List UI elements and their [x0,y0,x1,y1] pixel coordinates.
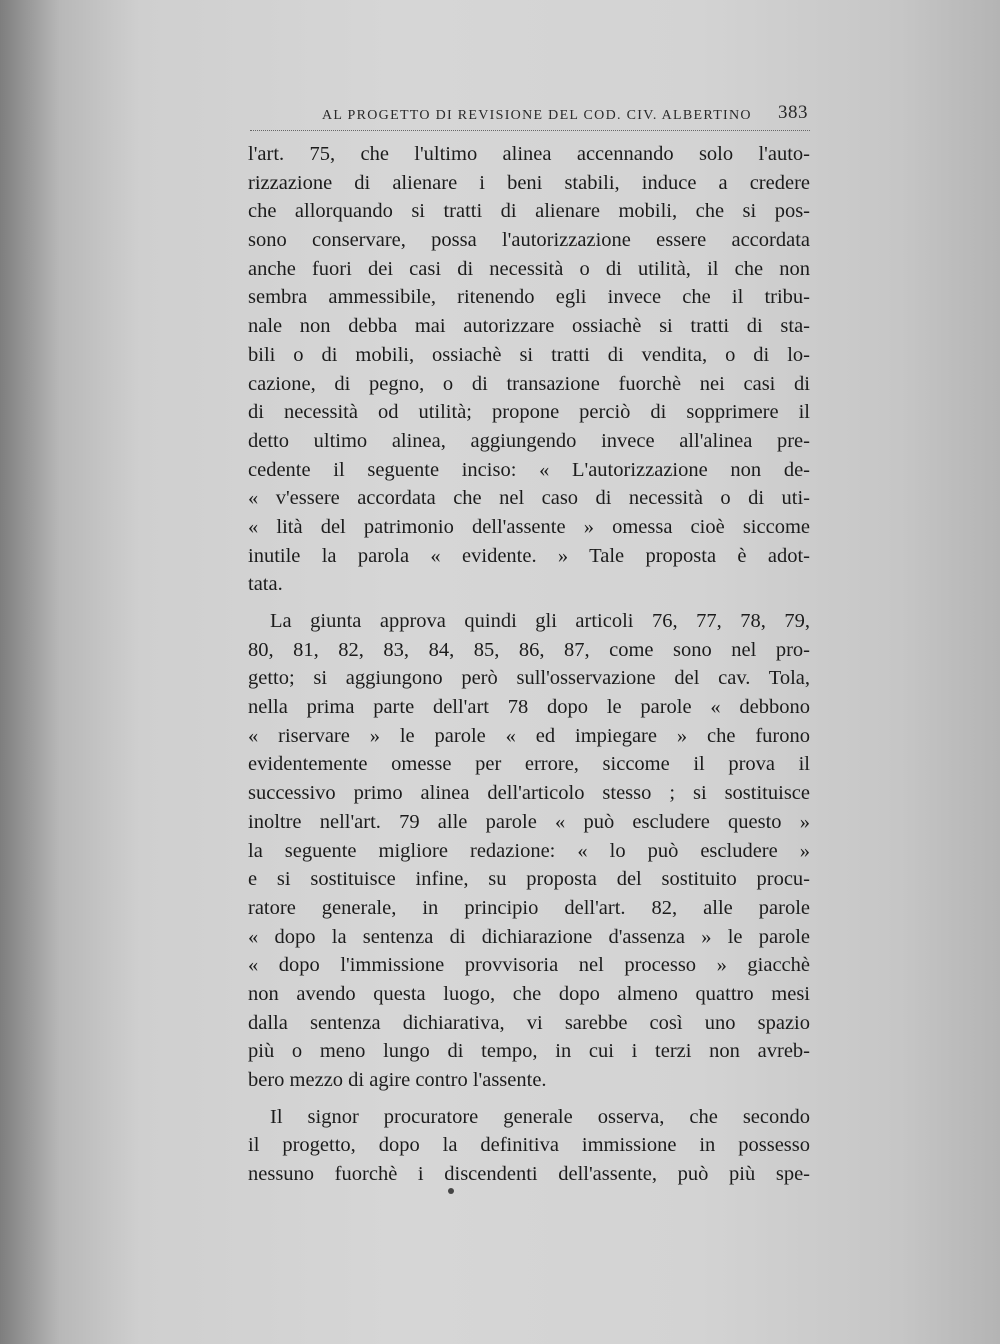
page-dot-mark [448,1188,454,1194]
text-line: la seguente migliore redazione: « lo può escludere » [248,839,810,862]
text-line: « dopo l'immissione provvisoria nel processo » giacchè [248,954,810,977]
text-line: bero mezzo di agire contro l'assente. [248,1069,547,1091]
text-line: il progetto, dopo la definitiva immissione in possesso [248,1134,810,1157]
paragraph-3 [248,1103,810,1189]
text-line: sono conservare, possa l'autorizzazione essere accordata [248,229,810,252]
text-line: evidentemente omesse per errore, siccome il prova il [248,753,810,776]
text-line: « dopo la sentenza di dichiarazione d'assenza » le parole [248,925,810,948]
text-line: nale non debba mai autorizzare ossiachè si tratti di sta- [248,315,810,338]
page-number: 383 [778,102,808,123]
text-line: che allorquando si tratti di alienare mobili, che si pos- [248,200,810,223]
paragraph-1 [248,140,810,599]
page-header [322,104,808,130]
text-line: ratore generale, in principio dell'art. 82, alle parole [248,896,810,919]
text-line: inutile la parola « evidente. » Tale proposta è adot- [248,544,810,567]
text-line: Il signor procuratore generale osserva, che secondo [270,1105,810,1128]
text-line: l'art. 75, che l'ultimo alinea accennando solo l'auto- [248,143,810,165]
text-line: più o meno lungo di tempo, in cui i terzi non avreb- [248,1040,810,1063]
paragraph-2 [248,607,810,1095]
text-line: di necessità od utilità; propone perciò di sopprimere il [248,401,810,424]
text-line: getto; si aggiungono però sull'osservazione del cav. Tola, [248,667,810,690]
text-line: « riservare » le parole « ed impiegare » che furono [248,724,810,747]
text-line: rizzazione di alienare i beni stabili, induce a credere [248,171,810,194]
text-line: anche fuori dei casi di necessità o di utilità, il che non [248,257,810,280]
text-line: inoltre nell'art. 79 alle parole « può escludere questo » [248,810,810,833]
text-line: successivo primo alinea dell'articolo stesso ; si sostituisce [248,782,810,805]
text-line: « v'essere accordata che nel caso di necessità o di uti- [248,487,810,510]
text-line: sembra ammessibile, ritenendo egli invece che il tribu- [248,286,810,309]
text-line: La giunta approva quindi gli articoli 76, 77, 78, 79, [270,610,810,632]
text-line: nessuno fuorchè i discendenti dell'assente, può più spe- [248,1163,810,1186]
text-line: non avendo questa luogo, che dopo almeno quattro mesi [248,982,810,1005]
text-line: nella prima parte dell'art 78 dopo le parole « debbono [248,696,810,719]
text-line: « lità del patrimonio dell'assente » omessa cioè siccome [248,515,810,538]
text-line: 80, 81, 82, 83, 84, 85, 86, 87, come sono nel pro- [248,638,810,661]
text-line: e si sostituisce infine, su proposta del sostituito procu- [248,868,810,891]
header-rule [250,130,810,131]
text-line: dalla sentenza dichiarativa, vi sarebbe così uno spazio [248,1011,810,1034]
text-line: cazione, di pegno, o di transazione fuorchè nei casi di [248,372,810,395]
running-title: AL PROGETTO DI REVISIONE DEL COD. CIV. ALBERTINO [322,108,752,123]
text-line: tata. [248,573,283,596]
text-line: cedente il seguente inciso: « L'autorizzazione non de- [248,458,810,481]
text-line: detto ultimo alinea, aggiungendo invece all'alinea pre- [248,429,810,452]
body-text [248,140,810,1189]
text-line: bili o di mobili, ossiachè si tratti di vendita, o di lo- [248,343,810,366]
